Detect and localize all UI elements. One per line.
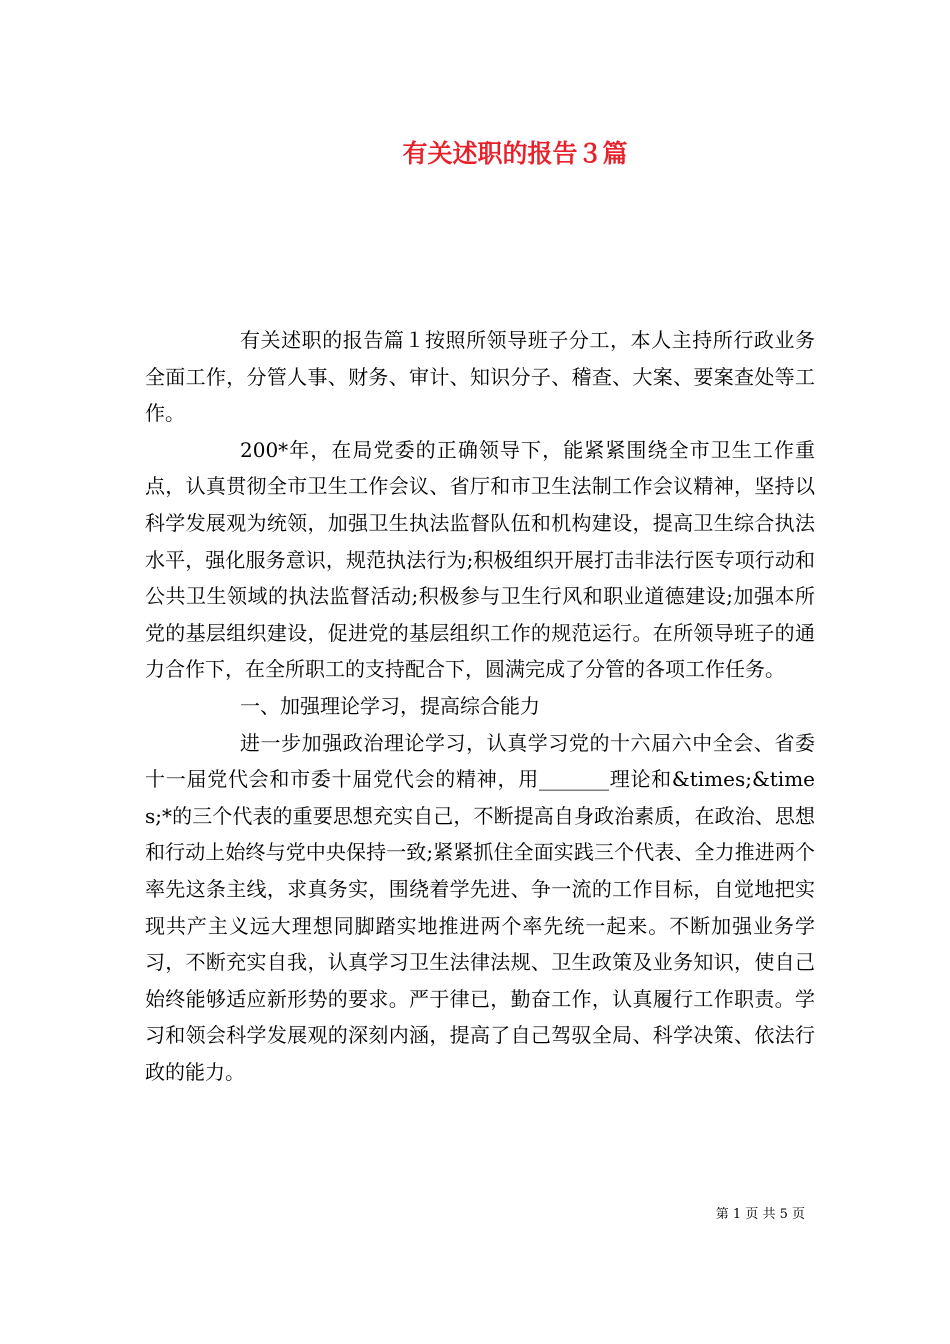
page-number: 第 1 页 共 5 页 (715, 1207, 805, 1222)
section-heading: 一、加强理论学习，提高综合能力 (240, 693, 540, 718)
page-title: 有关述职的报告３篇 (402, 139, 628, 168)
paragraph-intro: 有关述职的报告篇１按照所领导班子分工，本人主持所行政业务全面工作，分管人事、财务、审计、知识分子、稽查、大案、要案查处等工作。 (145, 328, 815, 426)
document-body (145, 322, 815, 1090)
paragraph-summary: 200*年，在局党委的正确领导下，能紧紧围绕全市卫生工作重点，认真贯彻全市卫生工作会议、省厅和市卫生法制工作会议精神，坚持以科学发展观为统领，加强卫生执法监督队伍和机构建设，提高卫生综合执法水平，强化服务意识，规范执法行为;积极组织开展打击非法行医专项行动和公共卫生领域的执法监督活动;积极参与卫生行风和职业道德建设;加强本所党的基层组织建设，促进党的基层组织工作的规范运行。在所领导班子的通力合作下，在全所职工的支持配合下，圆满完成了分管的各项工作任务。 (145, 437, 815, 682)
paragraph-theory-study: 进一步加强政治理论学习，认真学习党的十六届六中全会、省委十一届党代会和市委十届党代会的精神，用_______理论和&times;&times;*的三个代表的重要思想充实自己，不断提高自身政治素质，在政治、思想和行动上始终与党中央保持一致;紧紧抓住全面实践三个代表、全力推进两个率先这条主线，求真务实，围绕着学先进、争一流的工作目标，自觉地把实现共产主义远大理想同脚踏实地推进两个率先统一起来。不断加强业务学习，不断充实自我，认真学习卫生法律法规、卫生政策及业务知识，使自己始终能够适应新形势的要求。严于律已，勤奋工作，认真履行工作职责。学习和领会科学发展观的深刻内涵，提高了自己驾驭全局、科学决策、依法行政的能力。 (145, 730, 815, 1084)
